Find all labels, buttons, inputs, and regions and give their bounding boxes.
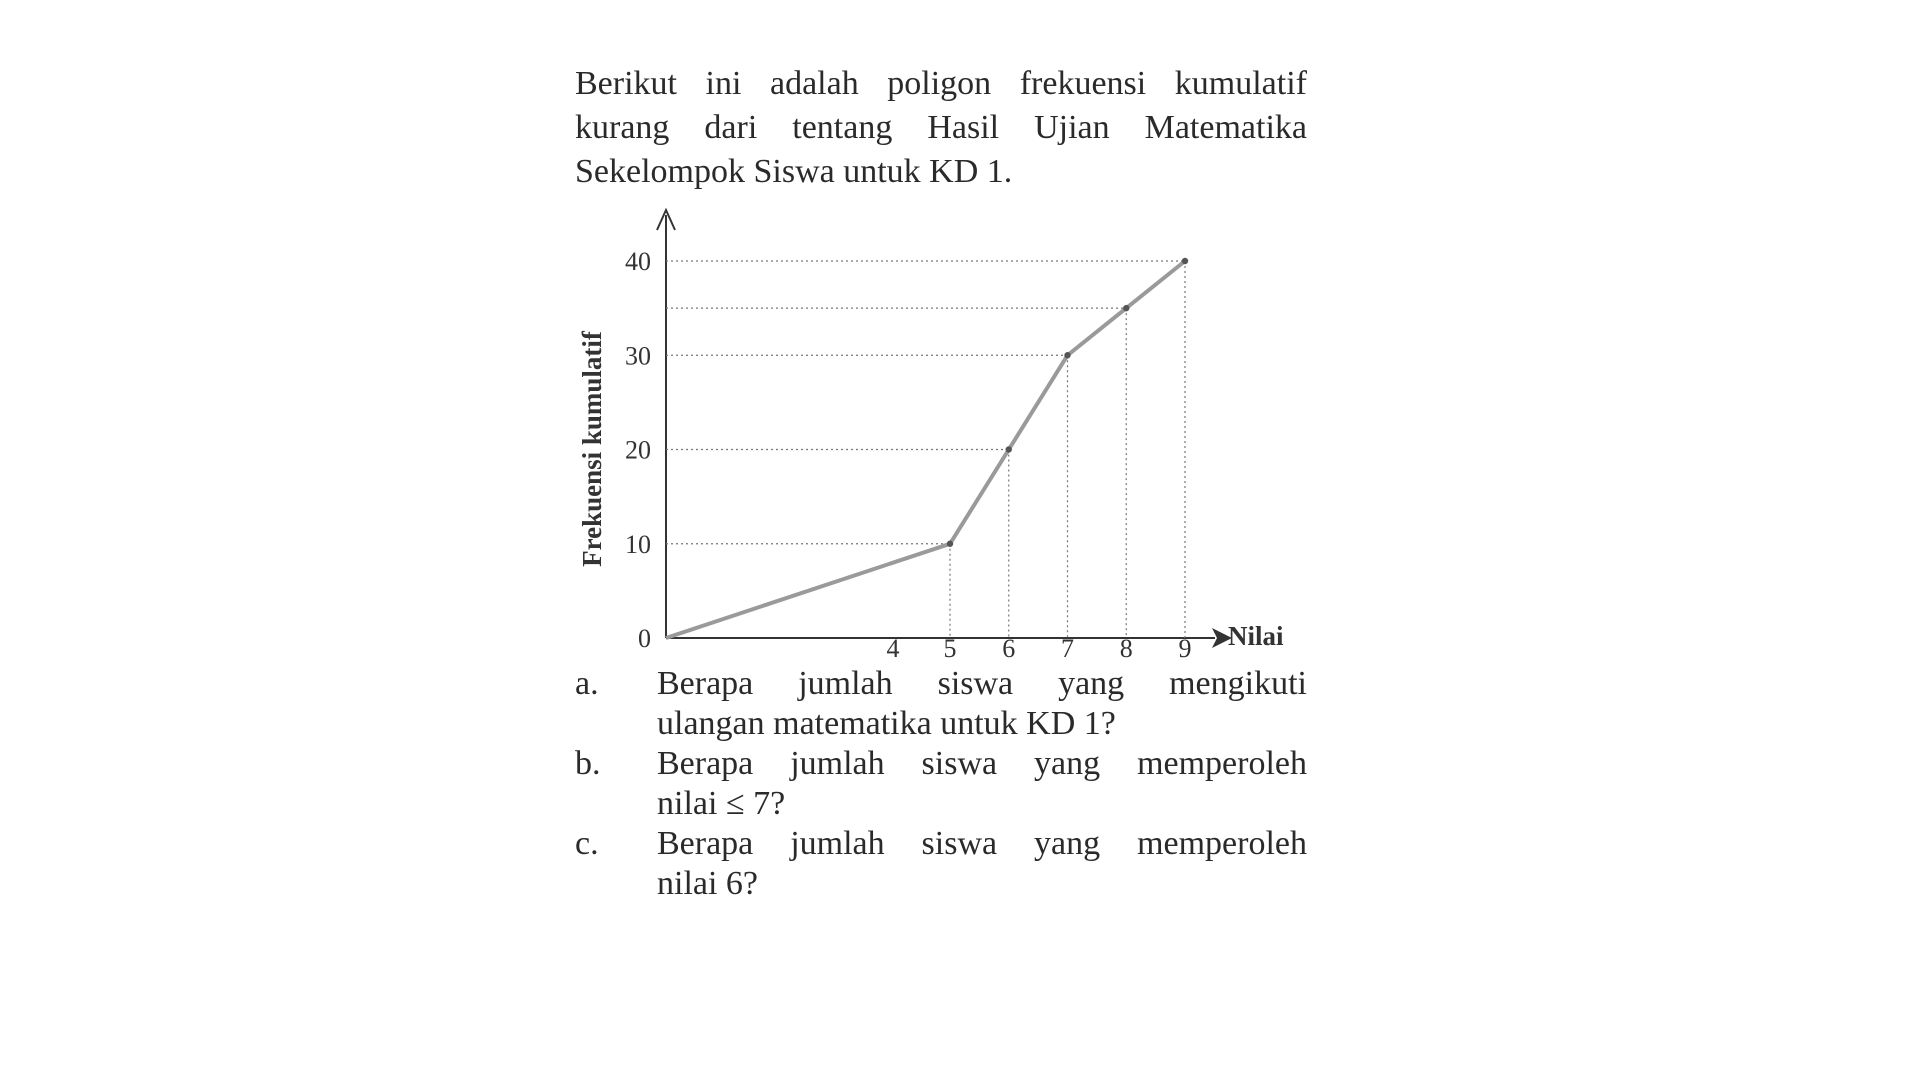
question-c — [575, 824, 1307, 904]
data-point — [947, 541, 953, 547]
x-tick-label: 5 — [943, 634, 957, 663]
x-tick-label: 6 — [1002, 634, 1016, 663]
question-text: nilai 6? — [657, 865, 759, 902]
question-text: Berapa jumlah siswa yang memperoleh — [657, 745, 1307, 782]
question-b — [575, 744, 1307, 824]
question-text: Berapa jumlah siswa yang memperoleh — [657, 825, 1307, 862]
question-letter: a. — [575, 665, 599, 702]
intro-line-2: kurang dari tentang Hasil Ujian Matematika — [575, 109, 1307, 146]
intro-line-1: Berikut ini adalah poligon frekuensi kumulatif — [575, 65, 1307, 102]
frequency-polygon-line — [666, 261, 1185, 638]
question-text: nilai ≤ 7? — [657, 785, 786, 822]
question-letter: c. — [575, 825, 599, 862]
data-point — [1182, 258, 1188, 264]
question-list — [575, 664, 1307, 904]
y-tick-label: 20 — [625, 435, 651, 465]
question-a — [575, 664, 1307, 744]
data-point — [1006, 446, 1012, 452]
data-point — [1064, 352, 1070, 358]
question-letter: b. — [575, 745, 601, 782]
y-axis-title: Frekuensi kumulatif — [577, 331, 607, 567]
y-tick-label: 10 — [625, 529, 651, 559]
y-tick-label: 30 — [625, 341, 651, 371]
y-tick-label: 0 — [638, 624, 651, 653]
intro-line-3: Sekelompok Siswa untuk KD 1. — [575, 153, 1013, 190]
x-tick-label: 7 — [1061, 634, 1074, 663]
data-point — [1123, 305, 1129, 311]
x-tick-label: 4 — [886, 634, 900, 663]
question-text: ulangan matematika untuk KD 1? — [657, 705, 1116, 742]
x-axis-title: Nilai — [1228, 621, 1284, 651]
question-text: Berapa jumlah siswa yang mengikuti — [657, 665, 1307, 702]
y-tick-label: 40 — [625, 247, 651, 276]
x-tick-label: 9 — [1178, 634, 1192, 663]
x-tick-label: 8 — [1119, 634, 1133, 663]
